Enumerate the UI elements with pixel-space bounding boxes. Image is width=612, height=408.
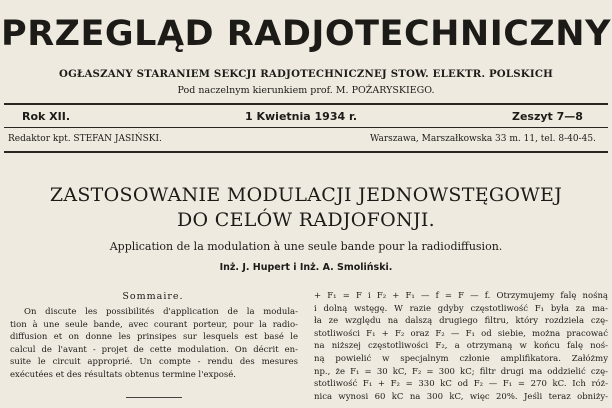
sommaire-line: calcul de l'avant - projet de cette modulation. On décrit en- bbox=[10, 344, 298, 355]
divider-middle bbox=[4, 127, 608, 128]
article-body-text bbox=[314, 290, 608, 403]
issue-year: Rok XII. bbox=[22, 110, 71, 123]
divider-top bbox=[4, 103, 608, 105]
body-line: i dolną wstęgę. W razie gdyby częstotliwość F₁ była za ma- bbox=[314, 303, 608, 314]
editor-address: Warszawa, Marszałkowska 33 m. 11, tel. 8-40-45. bbox=[370, 134, 596, 144]
body-line: ną powielić w specjalnym członie amplifikatora. Załóżmy bbox=[314, 353, 608, 364]
body-line: + F₁ = F i F₂ + F₁ — f = F — f. Otrzymujemy falę nośną bbox=[314, 291, 608, 301]
article-title-line2: DO CELÓW RADJOFONJI. bbox=[176, 209, 436, 231]
issue-date: 1 Kwietnia 1934 r. bbox=[245, 110, 357, 123]
masthead-editor-line: Pod naczelnym kierunkiem prof. M. POŻARYSKIEGO. bbox=[177, 85, 435, 96]
sommaire-end-rule bbox=[126, 397, 182, 398]
divider-bottom bbox=[4, 151, 608, 153]
issue-number: Zeszyt 7—8 bbox=[512, 110, 583, 123]
article-french-title: Application de la modulation à une seule bande pour la radiodiffusion. bbox=[109, 240, 503, 253]
article-authors: Inż. J. Hupert i Inż. A. Smoliński. bbox=[219, 262, 393, 273]
body-line: stotliwość F₁ + F₂ = 330 kC od F₂ — F₁ = 270 kC. Ich róż- bbox=[314, 379, 608, 390]
body-line: nica wynosi 60 kC na 300 kC, więc 20%. Jeśli teraz obniży- bbox=[314, 391, 608, 402]
article-title-line1: ZASTOSOWANIE MODULACJI JEDNOWSTĘGOWEJ bbox=[49, 184, 563, 206]
sommaire-text bbox=[10, 306, 298, 382]
sommaire-line: exécutées et des résultats obtenus termine l'exposé. bbox=[10, 369, 236, 380]
sommaire-line: tion à une seule bande, avec courant porteur, pour la radio- bbox=[10, 319, 298, 330]
sommaire-heading: Sommaire. bbox=[122, 291, 184, 302]
body-line: stotliwości F₁ + F₂ oraz F₂ — F₁ od siebie, można pracować bbox=[314, 328, 608, 339]
sommaire-line: On discute les possibilités d'application de la modula- bbox=[24, 307, 298, 317]
sommaire-line: suite le circuit approprié. Un compte - rendu des mesures bbox=[10, 357, 298, 368]
masthead-title: PRZEGLĄD RADJOTECHNICZNY bbox=[1, 14, 611, 54]
body-line: na niższej częstotliwości F₂, a otrzymaną w końcu falę noś- bbox=[314, 341, 608, 352]
sommaire-line: diffusion et on donne les prinsipes sur lesquels est basé le bbox=[10, 332, 298, 343]
masthead-subtitle: OGŁASZANY STARANIEM SEKCJI RADJOTECHNICZNEJ STOW. ELEKTR. POLSKICH bbox=[59, 68, 553, 80]
body-line: np., że F₁ = 30 kC, F₂ = 300 kC; filtr drugi ma oddzielić czę- bbox=[314, 366, 608, 377]
body-line: ła ze względu na dalszą drugiego filtru, który rozdziela czę- bbox=[314, 316, 608, 327]
editor-name: Redaktor kpt. STEFAN JASIŃSKI. bbox=[8, 134, 162, 144]
